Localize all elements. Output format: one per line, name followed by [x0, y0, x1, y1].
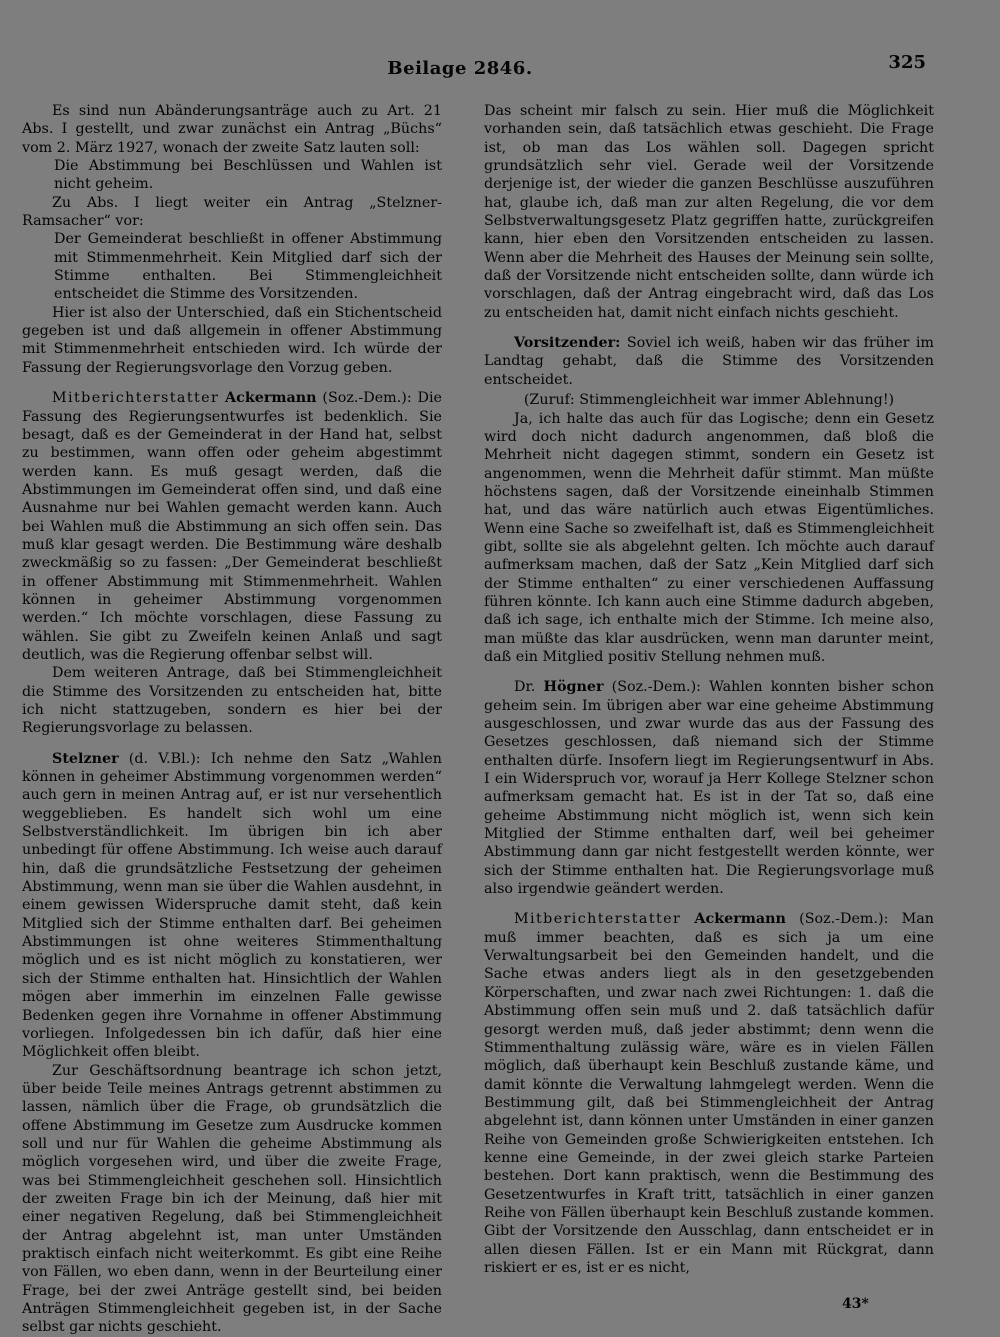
- sheet-signature: 43*: [842, 1296, 869, 1312]
- speaker-role: Mitberichterstatter: [514, 911, 682, 928]
- interjection: (Zuruf: Stimmengleichheit war immer Ablehnung!): [523, 392, 895, 409]
- speaker-name: Ackermann: [225, 390, 317, 407]
- speech: [484, 910, 934, 1277]
- speaker-name: Ackermann: [694, 911, 786, 928]
- speaker-name: Stelzner: [52, 750, 119, 767]
- speech-text: Man muß immer beachten, daß es sich ja um eine Verwaltungsarbeit bei den Gemeinden handelt, und die Sache etwas anders liegt als in den gesetzgebenden Körperschaften, und zwar nach zwei Richtungen: 1. daß die Abstimmung offen sein muß und 2. daß tatsächlich dafür gesorgt werden muß, daß jeder abstimmt; denn wenn die Stimmenthaltung zulässig wäre, wäre es in vielen Fällen möglich, daß überhaupt kein Beschluß zustande käme, und damit könnte die Verwaltung lahmgelegt werden. Wenn die Bestimmung gilt, daß bei Stimmengleichheit der Antrag abgelehnt ist, dann können unter Umständen in einer ganzen Reihe von Gemeinden große Schwierigkeiten entstehen. Ich kenne eine Gemeinde, in der zwei gleich starke Parteien bestehen. Dort kann praktisch, wenn die Bestimmung des Gesetzentwurfes in Kraft tritt, tatsächlich in einer ganzen Reihe von Fällen überhaupt kein Beschluß zustande kommen. Gibt der Vorsitzende den Ausschlag, dann entscheidet er in allen diesen Fällen. Ist er ein Mann mit Rückgrat, dann riskiert er es, ist er es nicht,: [484, 911, 934, 1276]
- speech-text: Wahlen konnten bisher schon geheim sein. Im übrigen aber war eine geheime Abstimmung ausgeschlossen, und zwar wurde das aus der Fassung des Gesetzes geschlossen, daß niemand sich der Stimme enthalten dürfe. Insofern liegt im Regierungsentwurf in Abs. I ein Widerspruch vor, worauf ja Herr Kollege Stelzner schon aufmerksam gemacht hat. Es ist in der Tat so, daß eine geheime Abstimmung nicht möglich ist, wenn sich kein Mitglied der Stimme enthalten darf, weil bei geheimer Abstimmung dann gar nicht festgestellt werden könnte, wer sich der Stimme enthalten hat. Die Regierungsvorlage muß also irgendwie geändert werden.: [484, 679, 935, 898]
- paragraph: Zu Abs. I liegt weiter ein Antrag „Stelzner-Ramsacher“ vor:: [22, 194, 442, 230]
- speaker-party: (d. V.Bl.):: [128, 750, 201, 767]
- speech-text: Ich nehme den Satz „Wahlen können in geheimer Abstimmung vorgenommen werden“ auch gern in meinen Antrag auf, er ist nur versehentlich weggeblieben. Es handelt sich wohl um eine Selbstverständlichkeit. Im übrigen bin ich aber unbedingt für offene Abstimmung. Ich weise auch darauf hin, daß die grundsätzliche Festsetzung der geheimen Abstimmung, wenn man sie über die Wahlen ausdehnt, in einem gewissen Widerspruche damit steht, daß kein Mitglied sich der Stimme enthalten darf. Bei geheimen Abstimmungen ist ohne weiteres Stimmenthaltung möglich und es ist nicht möglich zu konstatieren, wer sich der Stimme enthalten hat. Hinsichtlich der Wahlen mögen aber immerhin im einzelnen Falle gewisse Bedenken gegen ihre Vornahme in offener Abstimmung vorliegen. Infolgedessen bin ich dafür, daß hier eine Möglichkeit offen bleibt.: [22, 750, 442, 1061]
- speech: [22, 389, 442, 664]
- quoted-amendment: Der Gemeinderat beschließt in offener Abstimmung mit Stimmenmehrheit. Kein Mitglied darf sich der Stimme enthalten. Bei Stimmengleichheit entscheidet die Stimme des Vorsitzenden.: [54, 231, 442, 303]
- speaker-role: Mitberichterstatter: [52, 390, 220, 407]
- page-header-title: Beilage 2846.: [387, 58, 533, 79]
- speaker-name: Vorsitzender:: [514, 335, 621, 352]
- speaker-prefix: Dr.: [514, 679, 536, 696]
- speech-text: Soviel ich weiß, haben wir das früher im Landtag gehabt, daß die Stimme des Vorsitzenden entscheidet.: [484, 335, 934, 388]
- paragraph: Hier ist also der Unterschied, daß ein Stichentscheid gegeben ist und daß allgemein in offener Abstimmung mit Stimmenmehrheit entschieden wird. Ich würde der Fassung der Regierungsvorlage den Vorzug geben.: [22, 304, 442, 376]
- speaker-name: Högner: [543, 679, 604, 696]
- speech: [484, 334, 934, 389]
- speech: [22, 750, 442, 1062]
- paragraph: Zur Geschäftsordnung beantrage ich schon jetzt, über beide Teile meines Antrags getrennt abstimmen zu lassen, nämlich über die Frage, ob grundsätzlich die offene Abstimmung im Gesetze zum Ausdrucke kommen soll und nur für Wahlen die geheime Abstimmung als möglich vorgesehen wird, und über die zweite Frage, was bei Stimmengleichheit geschehen soll. Hinsichtlich der zweiten Frage bin ich der Meinung, daß hier mit einer negativen Regelung, daß bei Stimmengleichheit der Antrag abgelehnt ist, man unter Umständen praktisch einfach nicht weiterkommt. Es gibt eine Reihe von Fällen, wo eben dann, wenn in der Beurteilung einer Frage, bei der zwei Anträge gestellt sind, bei beiden Anträgen Stimmengleichheit gegeben ist, in der Sache selbst gar nichts geschieht.: [22, 1062, 442, 1336]
- speech-text: Die Fassung des Regierungsentwurfes ist bedenklich. Sie besagt, daß es der Gemeinderat in der Hand hat, selbst zu bestimmen, wann offen oder geheim abgestimmt werden kann. Es muß gesagt werden, daß die Abstimmungen im Gemeinderat offen sind, und daß eine Ausnahme nur bei Wahlen gemacht werden kann. Auch bei Wahlen muß die Abstimmung an sich offen sein. Das muß klar gesagt werden. Die Bestimmung wäre deshalb zweckmäßig so zu fassen: „Der Gemeinderat beschließt in offener Abstimmung mit Stimmenmehrheit. Wahlen können in geheimer Abstimmung vorgenommen werden.“ Ich möchte vorschlagen, diese Fassung zu wählen. Sie gibt zu Zweifeln keinen Anlaß und sagt deutlich, was die Regierung offenbar selbst will.: [22, 390, 442, 663]
- paragraph: Das scheint mir falsch zu sein. Hier muß die Möglichkeit vorhanden sein, daß tatsächlich etwas geschieht. Die Frage ist, ob man das Los wählen soll. Dagegen spricht grundsätzlich sehr viel. Gerade weil der Vorsitzende derjenige ist, der wieder die ganzen Beschlüsse auszuführen hat, glaube ich, daß man zur alten Regelung, die vor dem Selbstverwaltungsgesetz Platz gegriffen hatte, zurückgreifen kann, hier eben den Vorsitzenden entscheiden zu lassen. Wenn aber die Mehrheit des Hauses der Meinung sein sollte, daß der Vorsitzende nicht entscheiden sollte, dann würde ich vorschlagen, daß der Antrag eingebracht wird, daß das Los zu entscheiden hat, damit nicht einfach nichts geschieht.: [484, 103, 934, 321]
- paragraph: Dem weiteren Antrage, daß bei Stimmengleichheit die Stimme des Vorsitzenden zu entscheiden hat, bitte ich nicht stattzugeben, sondern es hier bei der Regierungsvorlage zu belassen.: [22, 665, 442, 737]
- speaker-party: (Soz.-Dem.):: [799, 911, 889, 928]
- speaker-party: (Soz.-Dem.):: [611, 679, 701, 696]
- paragraph: Ja, ich halte das auch für das Logische; denn ein Gesetz wird doch nicht dadurch angenommen, daß bloß die Mehrheit nicht dagegen stimmt, sondern ein Gesetz ist angenommen, wenn die Mehrheit dafür stimmt. Man müßte höchstens sagen, daß der Vorsitzende eineinhalb Stimmen hat, und das wäre natürlich auch etwas Eigentümliches. Wenn eine Sache so zweifelhaft ist, daß es Stimmengleichheit gibt, sollte sie als abgelehnt gelten. Ich möchte auch darauf aufmerksam machen, daß der Satz „Kein Mitglied darf sich der Stimme enthalten“ zu einer verschiedenen Auffassung führen könnte. Ich kann auch eine Stimme dadurch abgeben, daß ich sage, ich enthalte mich der Stimme. Ich meine also, man müßte das klar ausdrücken, wenn man darunter meint, daß ein Mitglied positiv Stellung nehmen muß.: [484, 410, 934, 665]
- speaker-party: (Soz.-Dem.):: [322, 390, 412, 407]
- right-column: [484, 102, 934, 1277]
- speech: [484, 678, 934, 898]
- left-column: [22, 102, 442, 1337]
- quoted-amendment: Die Abstimmung bei Beschlüssen und Wahlen ist nicht geheim.: [54, 158, 442, 193]
- page-number: 325: [888, 52, 926, 73]
- paragraph: Es sind nun Abänderungsanträge auch zu Art. 21 Abs. I gestellt, und zwar zunächst ein Antrag „Büchs“ vom 2. März 1927, wonach der zweite Satz lauten soll:: [22, 103, 442, 156]
